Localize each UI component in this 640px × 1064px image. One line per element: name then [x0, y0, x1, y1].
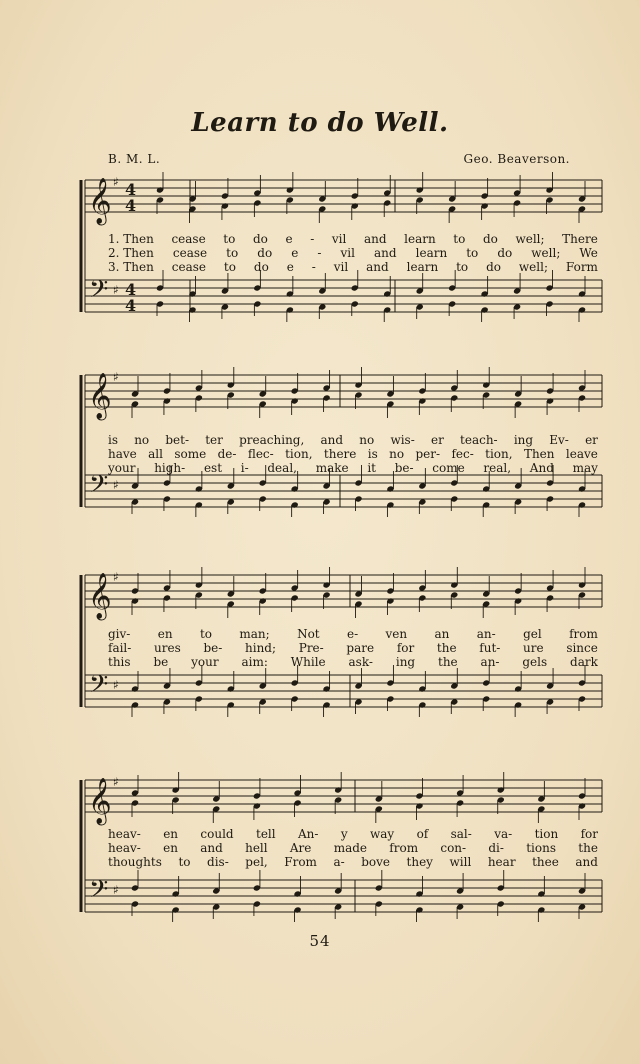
- lyric-syllable: ven: [385, 627, 408, 641]
- lyric-syllable: fail-: [108, 641, 132, 655]
- lyric-syllable: hind;: [245, 641, 277, 655]
- verse-line: [108, 627, 598, 641]
- lyric-syllable: e: [285, 232, 293, 246]
- verse-line: [108, 841, 598, 855]
- lyric-syllable: and: [366, 260, 389, 274]
- bass-clef-icon: 𝄢: [89, 875, 109, 910]
- page-number: 54: [309, 932, 331, 950]
- lyric-syllable: -: [317, 246, 322, 260]
- lyric-syllable: heav-: [108, 841, 141, 855]
- lyric-syllable: vil: [333, 260, 349, 274]
- lyric-syllable: to: [223, 232, 236, 246]
- verse-line: [108, 855, 598, 869]
- lyric-syllable: dark: [570, 655, 598, 669]
- lyric-syllable: be-: [203, 641, 223, 655]
- lyric-syllable: come: [432, 461, 465, 475]
- lyric-syllable: cease: [171, 232, 206, 246]
- lyric-syllable: e: [291, 246, 299, 260]
- lyric-syllable: e-: [346, 627, 359, 641]
- verse-line: [108, 827, 598, 841]
- sharp-icon: ♯: [113, 370, 119, 384]
- lyric-syllable: the: [436, 641, 457, 655]
- lyric-syllable: flec-: [247, 447, 274, 461]
- lyric-syllable: and: [374, 246, 397, 260]
- lyric-syllable: be-: [394, 461, 414, 475]
- lyric-syllable: made: [333, 841, 368, 855]
- lyric-syllable: could: [200, 827, 234, 841]
- lyric-syllable: from: [569, 627, 598, 641]
- lyric-syllable: Ev-: [549, 433, 569, 447]
- lyric-syllable: wis-: [390, 433, 415, 447]
- lyric-syllable: there: [323, 447, 357, 461]
- time-signature: 4: [125, 296, 137, 315]
- treble-clef-icon: 𝄞: [88, 573, 112, 619]
- verse-line: [108, 433, 598, 447]
- verse-line: [108, 447, 598, 461]
- lyric-syllable: en: [163, 841, 178, 855]
- sharp-icon: ♯: [113, 570, 119, 584]
- lyric-syllable: est: [203, 461, 223, 475]
- lyric-syllable: thee: [532, 855, 559, 869]
- lyric-syllable: tell: [256, 827, 276, 841]
- lyric-syllable: an-: [476, 627, 496, 641]
- lyric-syllable: ask-: [348, 655, 373, 669]
- lyric-syllable: they: [406, 855, 433, 869]
- lyric-syllable: ing: [513, 433, 534, 447]
- lyric-syllable: Then: [523, 447, 555, 461]
- lyric-syllable: gel: [523, 627, 542, 641]
- lyric-syllable: learn: [406, 260, 439, 274]
- lyric-syllable: it: [367, 461, 376, 475]
- lyrics-system-1: [108, 232, 598, 274]
- lyric-syllable: pel,: [245, 855, 268, 869]
- lyric-syllable: will: [449, 855, 472, 869]
- treble-clef-icon: 𝄞: [88, 178, 112, 224]
- lyric-syllable: to: [226, 246, 239, 260]
- lyric-syllable: y: [340, 827, 348, 841]
- lyric-syllable: en: [163, 827, 179, 841]
- lyric-syllable: make: [315, 461, 349, 475]
- lyric-syllable: an: [434, 627, 450, 641]
- lyric-syllable: cease: [171, 260, 206, 274]
- lyric-syllable: There: [562, 232, 598, 246]
- lyric-syllable: is: [367, 447, 378, 461]
- lyric-syllable: tions: [526, 841, 557, 855]
- lyric-syllable: from: [389, 841, 419, 855]
- lyrics-system-3: [108, 627, 598, 669]
- lyric-syllable: a-: [333, 855, 345, 869]
- lyric-syllable: is: [108, 433, 118, 447]
- lyric-syllable: 1. Then: [108, 232, 154, 246]
- lyric-syllable: From: [284, 855, 317, 869]
- lyric-syllable: no: [389, 447, 405, 461]
- lyric-syllable: giv-: [108, 627, 131, 641]
- lyricist-credit: B. M. L.: [108, 152, 161, 166]
- lyric-syllable: to: [466, 246, 479, 260]
- lyric-syllable: well;: [531, 246, 561, 260]
- lyric-syllable: well;: [518, 260, 548, 274]
- lyric-syllable: gels: [522, 655, 548, 669]
- lyric-syllable: While: [290, 655, 326, 669]
- lyric-syllable: and: [200, 841, 223, 855]
- lyric-syllable: high-: [154, 461, 186, 475]
- hymn-title: Learn to do Well.: [191, 108, 449, 138]
- lyric-syllable: be: [153, 655, 169, 669]
- lyric-syllable: sal-: [450, 827, 472, 841]
- lyric-syllable: to: [199, 627, 212, 641]
- bass-clef-icon: 𝄢: [89, 470, 109, 505]
- verse-line: [108, 246, 598, 260]
- lyric-syllable: to: [456, 260, 469, 274]
- lyric-syllable: vil: [340, 246, 355, 260]
- lyric-syllable: this: [108, 655, 131, 669]
- verse-line: [108, 461, 598, 475]
- lyric-syllable: leave: [565, 447, 598, 461]
- lyric-syllable: and: [320, 433, 344, 447]
- lyric-syllable: e: [286, 260, 294, 274]
- lyric-syllable: fut-: [479, 641, 501, 655]
- lyric-syllable: your: [108, 461, 136, 475]
- verse-line: [108, 641, 598, 655]
- lyrics-system-2: [108, 433, 598, 475]
- lyric-syllable: for: [396, 641, 415, 655]
- sharp-icon: ♯: [113, 478, 119, 492]
- lyric-syllable: ure: [523, 641, 544, 655]
- lyric-syllable: the: [438, 655, 458, 669]
- lyric-syllable: thoughts: [108, 855, 162, 869]
- lyric-syllable: tion,: [285, 447, 313, 461]
- lyric-syllable: to: [223, 260, 236, 274]
- verse-line: [108, 655, 598, 669]
- lyric-syllable: way: [369, 827, 395, 841]
- treble-clef-icon: 𝄞: [88, 778, 112, 824]
- lyric-syllable: man;: [239, 627, 270, 641]
- sharp-icon: ♯: [113, 678, 119, 692]
- treble-clef-icon: 𝄞: [88, 373, 112, 419]
- lyric-syllable: dis-: [207, 855, 229, 869]
- lyric-syllable: to: [453, 232, 466, 246]
- lyric-syllable: may: [572, 461, 598, 475]
- lyric-syllable: i-: [240, 461, 249, 475]
- lyric-syllable: do: [497, 246, 513, 260]
- lyric-syllable: heav-: [108, 827, 141, 841]
- lyric-syllable: Are: [289, 841, 312, 855]
- sharp-icon: ♯: [113, 283, 119, 297]
- composer-credit: Geo. Beaverson.: [463, 152, 570, 166]
- lyric-syllable: to: [178, 855, 191, 869]
- verse-line: [108, 260, 598, 274]
- lyric-syllable: no: [134, 433, 150, 447]
- lyric-syllable: do: [252, 232, 268, 246]
- time-signature: 4: [125, 180, 137, 199]
- lyric-syllable: er: [430, 433, 444, 447]
- lyric-syllable: well;: [515, 232, 545, 246]
- time-signature: 4: [125, 196, 137, 215]
- lyric-syllable: ures: [154, 641, 181, 655]
- lyric-syllable: some: [174, 447, 207, 461]
- lyric-syllable: tion,: [485, 447, 513, 461]
- bass-clef-icon: 𝄢: [89, 275, 109, 310]
- lyric-syllable: do: [482, 232, 498, 246]
- lyric-syllable: all: [148, 447, 163, 461]
- lyric-syllable: do: [486, 260, 501, 274]
- lyric-syllable: -: [311, 260, 316, 274]
- lyric-syllable: 2. Then: [108, 246, 154, 260]
- lyric-syllable: real,: [483, 461, 512, 475]
- lyric-syllable: cease: [172, 246, 208, 260]
- lyric-syllable: hell: [245, 841, 268, 855]
- lyric-syllable: an-: [480, 655, 500, 669]
- lyric-syllable: learn: [404, 232, 436, 246]
- lyric-syllable: bet-: [165, 433, 190, 447]
- lyric-syllable: Form: [565, 260, 598, 274]
- lyric-syllable: Not: [297, 627, 320, 641]
- lyric-syllable: aim:: [241, 655, 268, 669]
- lyric-syllable: preaching,: [239, 433, 305, 447]
- lyric-syllable: have: [108, 447, 137, 461]
- lyric-syllable: vil: [331, 232, 347, 246]
- lyrics-system-4: [108, 827, 598, 869]
- lyric-syllable: deal,: [267, 461, 297, 475]
- time-signature: 4: [125, 280, 137, 299]
- lyric-syllable: tion: [534, 827, 559, 841]
- lyric-syllable: learn: [415, 246, 448, 260]
- lyric-syllable: and: [575, 855, 598, 869]
- lyric-syllable: per-: [415, 447, 441, 461]
- lyric-syllable: ter: [205, 433, 223, 447]
- lyric-syllable: -: [310, 232, 315, 246]
- lyric-syllable: for: [580, 827, 598, 841]
- lyric-syllable: pare: [346, 641, 375, 655]
- lyric-syllable: con-: [440, 841, 467, 855]
- lyric-syllable: Pre-: [298, 641, 324, 655]
- lyric-syllable: We: [579, 246, 598, 260]
- lyric-syllable: teach-: [460, 433, 498, 447]
- lyric-syllable: fec-: [451, 447, 474, 461]
- verse-line: [108, 232, 598, 246]
- bass-clef-icon: 𝄢: [89, 670, 109, 705]
- lyric-syllable: of: [416, 827, 429, 841]
- lyric-syllable: va-: [494, 827, 513, 841]
- lyric-syllable: hear: [487, 855, 516, 869]
- lyric-syllable: bove: [361, 855, 390, 869]
- lyric-syllable: 3. Then: [108, 260, 154, 274]
- lyric-syllable: ing: [395, 655, 416, 669]
- lyric-syllable: your: [191, 655, 219, 669]
- lyric-syllable: no: [359, 433, 375, 447]
- lyric-syllable: and: [363, 232, 387, 246]
- sharp-icon: ♯: [113, 883, 119, 897]
- lyric-syllable: de-: [217, 447, 237, 461]
- lyric-syllable: An-: [297, 827, 319, 841]
- lyric-syllable: And: [529, 461, 554, 475]
- lyric-syllable: do: [253, 260, 269, 274]
- lyric-syllable: er: [585, 433, 598, 447]
- sharp-icon: ♯: [113, 775, 119, 789]
- lyric-syllable: di-: [488, 841, 504, 855]
- lyric-syllable: en: [157, 627, 173, 641]
- sharp-icon: ♯: [113, 175, 119, 189]
- lyric-syllable: since: [566, 641, 598, 655]
- lyric-syllable: do: [257, 246, 273, 260]
- lyric-syllable: the: [578, 841, 598, 855]
